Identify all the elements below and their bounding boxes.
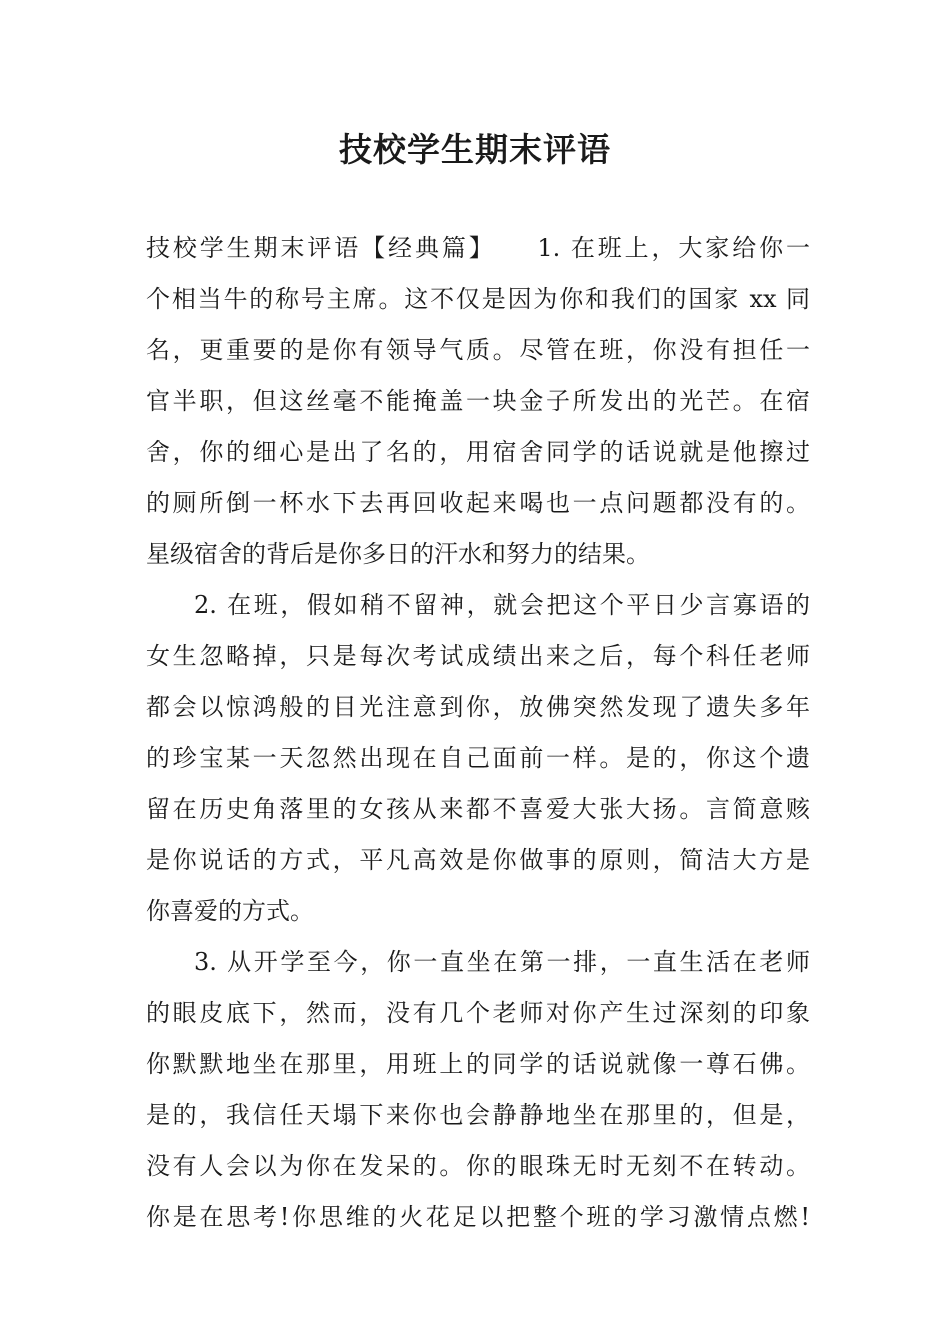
text-line: 是你说话的方式，平凡高效是你做事的原则，简洁大方是 — [146, 846, 810, 874]
text-line: 2. 在班，假如稍不留神，就会把这个平日少言寡语的 — [194, 591, 810, 619]
text-line: 名，更重要的是你有领导气质。尽管在班，你没有担任一 — [146, 336, 810, 364]
text-line: 女生忽略掉，只是每次考试成绩出来之后，每个科任老师 — [146, 642, 810, 670]
text-line: 个相当牛的称号主席。这不仅是因为你和我们的国家 xx 同 — [146, 285, 810, 313]
text-line: 留在历史角落里的女孩从来都不喜爱大张大扬。言简意赅 — [146, 795, 810, 823]
text-line: 官半职，但这丝毫不能掩盖一块金子所发出的光芒。在宿 — [146, 387, 810, 415]
text-line: 技校学生期末评语【经典篇】 1. 在班上，大家给你一 — [146, 234, 810, 262]
text-line: 是的，我信任天塌下来你也会静静地坐在那里的，但是， — [146, 1101, 810, 1129]
text-line: 都会以惊鸿般的目光注意到你，放佛突然发现了遗失多年 — [146, 693, 810, 721]
document-title: 技校学生期末评语 — [339, 130, 611, 169]
text-line: 的眼皮底下，然而，没有几个老师对你产生过深刻的印象 — [146, 999, 810, 1027]
text-line: 舍，你的细心是出了名的，用宿舍同学的话说就是他擦过 — [146, 438, 810, 466]
text-line: 的珍宝某一天忽然出现在自己面前一样。是的，你这个遗 — [146, 744, 810, 772]
text-line: 没有人会以为你在发呆的。你的眼珠无时无刻不在转动。 — [146, 1152, 810, 1180]
text-line: 你喜爱的方式。 — [146, 897, 314, 925]
text-line: 星级宿舍的背后是你多日的汗水和努力的结果。 — [146, 540, 650, 568]
text-line: 3. 从开学至今，你一直坐在第一排，一直生活在老师 — [194, 948, 810, 976]
text-line: 你是在思考!你思维的火花足以把整个班的学习激情点燃! — [146, 1203, 810, 1231]
text-line: 你默默地坐在那里，用班上的同学的话说就像一尊石佛。 — [146, 1050, 810, 1078]
text-line: 的厕所倒一杯水下去再回收起来喝也一点问题都没有的。 — [146, 489, 810, 517]
